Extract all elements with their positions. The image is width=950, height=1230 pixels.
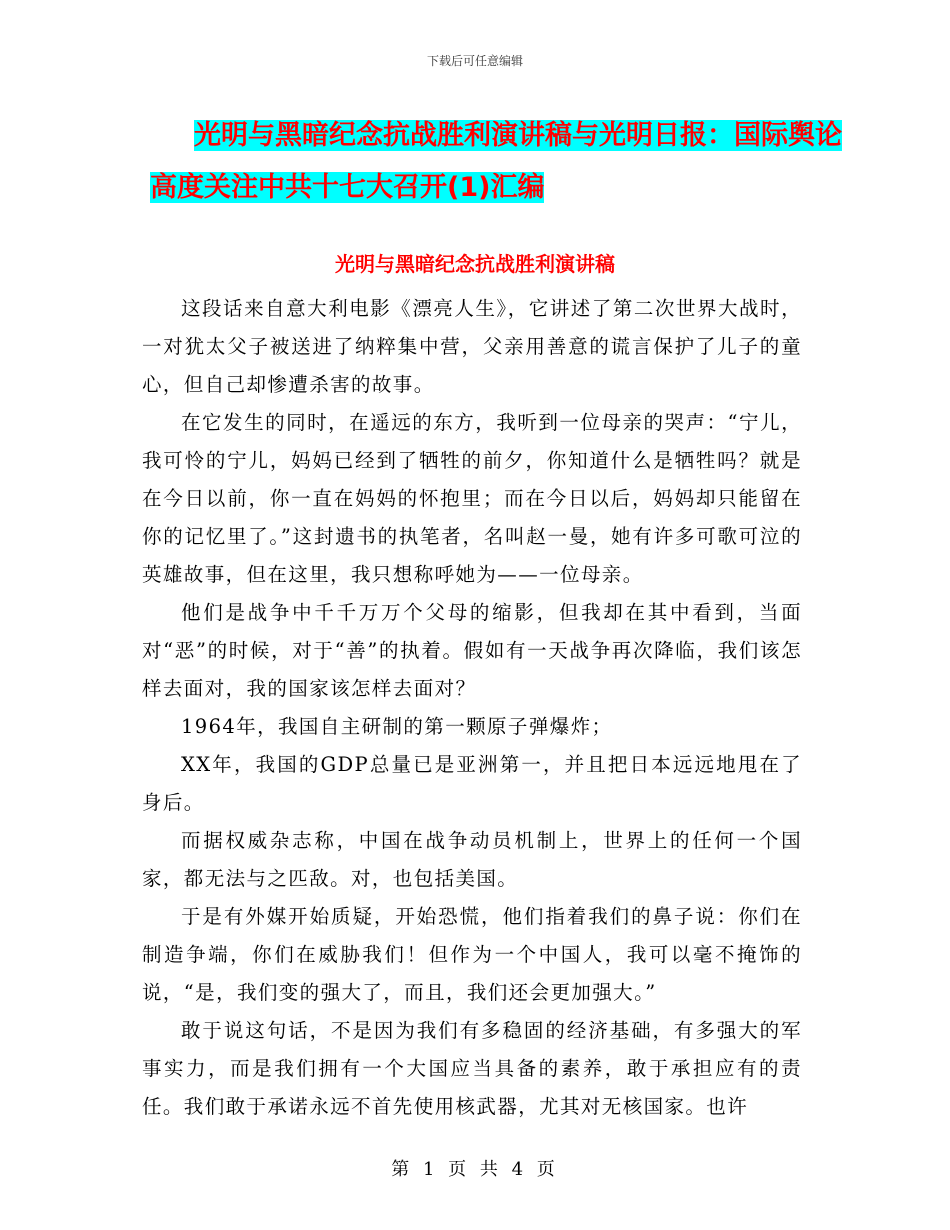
page-header-note: 下载后可任意编辑 <box>426 54 523 68</box>
paragraph: 而据权威杂志称，中国在战争动员机制上，世界上的任何一个国家，都无法与之匹敌。对，也包括美国。 <box>142 829 802 890</box>
document-body <box>142 290 802 1126</box>
paragraph: 这段话来自意大利电影《漂亮人生》，它讲述了第二次世界大战时，一对犹太父子被送进了纳粹集中营，父亲用善意的谎言保护了儿子的童心，但自己却惨遭杀害的故事。 <box>142 297 802 396</box>
document-title-text: 光明与黑暗纪念抗战胜利演讲稿与光明日报：国际舆论高度关注中共十七大召开(1)汇编 <box>150 120 842 203</box>
paragraph: 他们是战争中千千万万个父母的缩影，但我却在其中看到，当面对“恶”的时候，对于“善”的执着。假如有一天战争再次降临，我们该怎样去面对，我的国家该怎样去面对？ <box>142 601 802 700</box>
paragraph: XX年，我国的GDP总量已是亚洲第一，并且把日本远远地甩在了身后。 <box>142 753 802 814</box>
paragraph: 1964年，我国自主研制的第一颗原子弹爆炸； <box>181 715 613 738</box>
section-title: 光明与黑暗纪念抗战胜利演讲稿 <box>335 252 615 276</box>
document-title <box>150 110 850 214</box>
page-number-footer: 第 1 页 共 4 页 <box>391 1159 559 1180</box>
paragraph: 于是有外媒开始质疑，开始恐慌，他们指着我们的鼻子说：你们在制造争端，你们在威胁我们！但作为一个中国人，我可以毫不掩饰的说，“是，我们变的强大了，而且，我们还会更加强大。” <box>142 905 802 1004</box>
paragraph: 在它发生的同时，在遥远的东方，我听到一位母亲的哭声：“宁儿，我可怜的宁儿，妈妈已经到了牺牲的前夕，你知道什么是牺牲吗？就是在今日以前，你一直在妈妈的怀抱里；而在今日以后，妈妈却只能留在你的记忆里了。”这封遗书的执笔者，名叫赵一曼，她有许多可歌可泣的英雄故事，但在这里，我只想称呼她为——一位母亲。 <box>142 411 802 586</box>
paragraph: 敢于说这句话，不是因为我们有多稳固的经济基础，有多强大的军事实力，而是我们拥有一个大国应当具备的素养，敢于承担应有的责任。我们敢于承诺永远不首先使用核武器，尤其对无核国家。也许 <box>142 1019 802 1118</box>
